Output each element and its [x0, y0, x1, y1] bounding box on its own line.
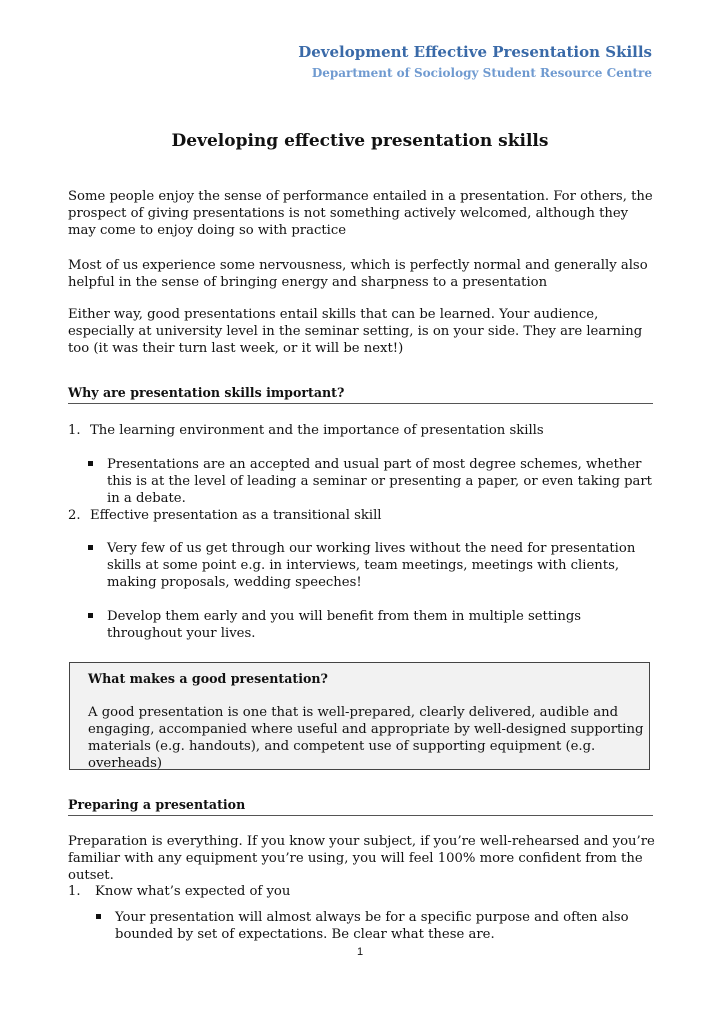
bullet-text: Your presentation will almost always be for a specific purpose and often also bounded by set of expectations. Be clear what these are. [115, 910, 629, 942]
square-bullet-icon [88, 461, 93, 466]
section-heading-why: Why are presentation skills important? [68, 384, 653, 404]
numbered-item-prep-1 [68, 883, 653, 900]
bullet-text: Presentations are an accepted and usual part of most degree schemes, whether this is at the level of leading a seminar or presenting a paper, or even taking part in a debate. [107, 457, 652, 506]
square-bullet-icon [88, 545, 93, 550]
square-bullet-icon [96, 914, 101, 919]
item-text: Know what’s expected of you [95, 884, 291, 899]
item-number: 1. [68, 423, 81, 438]
header-subtitle: Department of Sociology Student Resource Centre [311, 66, 652, 80]
callout-text: A good presentation is one that is well-prepared, clearly delivered, audible and engaging, accompanied where useful and appropriate by well-designed supporting materials (e.g. handouts), and competent use of supporting equipment (e.g. overheads) [88, 705, 644, 771]
intro-paragraph-1: Some people enjoy the sense of performance entailed in a presentation. For others, the prospect of giving presentations is not something actively welcomed, although they may come to enjoy doing so with practice [68, 189, 653, 238]
item-text: The learning environment and the importance of presentation skills [90, 423, 544, 438]
callout-box [69, 662, 650, 770]
item-text: Effective presentation as a transitional skill [90, 508, 382, 523]
preparing-paragraph: Preparation is everything. If you know your subject, if you’re well-rehearsed and you’re familiar with any equipment you’re using, you will feel 100% more confident from the outset. [68, 834, 655, 883]
numbered-item-1 [68, 422, 653, 439]
bullet-text: Develop them early and you will benefit from them in multiple settings throughout your lives. [107, 609, 582, 641]
bullet-text: Very few of us get through our working lives without the need for presentation skills at some point e.g. in interviews, team meetings, meetings with clients, making proposals, wedding speeches! [107, 541, 636, 590]
square-bullet-icon [88, 613, 93, 618]
intro-paragraph-2: Most of us experience some nervousness, which is perfectly normal and generally also helpful in the sense of bringing energy and sharpness to a presentation [68, 258, 648, 290]
bullet-item [88, 540, 654, 591]
bullet-item [88, 456, 654, 507]
callout-title: What makes a good presentation? [88, 671, 328, 686]
document-title: Developing effective presentation skills [171, 131, 549, 151]
bullet-item [88, 608, 654, 642]
item-number: 1. [68, 884, 81, 899]
numbered-item-2 [68, 507, 653, 524]
page-number: 1 [356, 946, 364, 958]
header-title: Development Effective Presentation Skills [298, 43, 652, 61]
item-number: 2. [68, 508, 81, 523]
intro-paragraph-3: Either way, good presentations entail skills that can be learned. Your audience, especially at university level in the seminar setting, is on your side. They are learning too (it was their turn last week, or it will be next!) [68, 307, 643, 356]
bullet-item [96, 909, 656, 943]
section-heading-preparing: Preparing a presentation [68, 796, 653, 816]
